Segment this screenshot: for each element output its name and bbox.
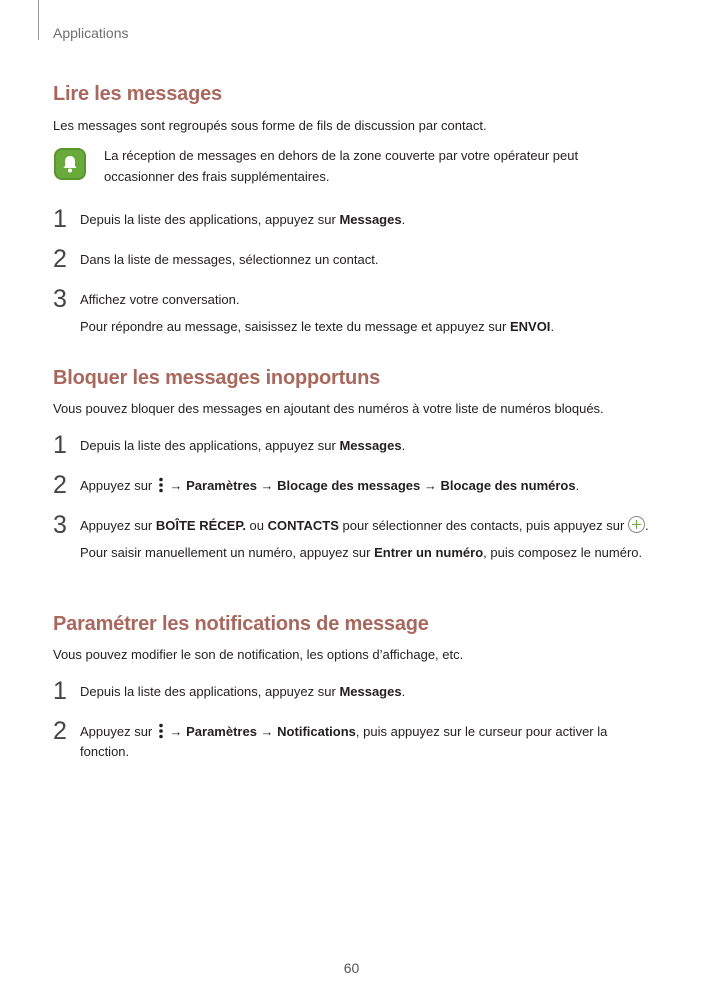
intro-block-messages: Vous pouvez bloquer des messages en ajoutant des numéros à votre liste de numéros bloqués. xyxy=(53,401,604,416)
more-options-icon xyxy=(156,723,166,739)
intro-notification-settings: Vous pouvez modifier le son de notification, les options d’affichage, etc. xyxy=(53,647,464,662)
note-box xyxy=(54,148,86,180)
step-number: 1 xyxy=(53,205,67,233)
section-header: Applications xyxy=(53,25,129,41)
step-number: 3 xyxy=(53,285,67,313)
heading-block-messages: Bloquer les messages inopportuns xyxy=(53,367,381,389)
s2-step-3-detail: Pour saisir manuellement un numéro, appuyez sur Entrer un numéro, puis composez le numéro. xyxy=(80,545,643,560)
step-text: Appuyez sur BOÎTE RÉCEP. ou CONTACTS pour sélectionner des contacts, puis appuyez sur . xyxy=(80,518,649,533)
step-number: 1 xyxy=(53,431,67,459)
step-number: 3 xyxy=(53,511,67,539)
more-options-icon xyxy=(156,477,166,493)
step-text: Appuyez sur → Paramètres → Blocage des messages → Blocage des numéros. xyxy=(80,478,580,493)
step-text: Dans la liste de messages, sélectionnez un contact. xyxy=(80,252,379,267)
step-text: Appuyez sur → Paramètres → Notifications, puis appuyez sur le curseur pour activer la fonction. xyxy=(80,724,608,759)
s1-step-3-detail: Pour répondre au message, saisissez le texte du message et appuyez sur ENVOI. xyxy=(80,319,555,334)
step-number: 2 xyxy=(53,471,67,499)
step-number: 2 xyxy=(53,245,67,273)
step-number: 1 xyxy=(53,677,67,705)
header-rule xyxy=(38,0,39,40)
note-text: La réception de messages en dehors de la zone couverte par votre opérateur peut occasionner des frais supplémentaires. xyxy=(104,148,579,184)
step-number: 2 xyxy=(53,717,67,745)
step-text: Depuis la liste des applications, appuyez sur Messages. xyxy=(80,438,406,453)
step-text: Depuis la liste des applications, appuyez sur Messages. xyxy=(80,684,406,699)
heading-read-messages: Lire les messages xyxy=(53,83,222,105)
add-icon xyxy=(628,516,645,533)
bell-icon xyxy=(60,154,80,174)
intro-read-messages: Les messages sont regroupés sous forme de fils de discussion par contact. xyxy=(53,118,487,133)
step-text: Affichez votre conversation. xyxy=(80,292,240,307)
page-number: 60 xyxy=(343,960,360,976)
heading-notification-settings: Paramétrer les notifications de message xyxy=(53,613,429,635)
step-text: Depuis la liste des applications, appuyez sur Messages. xyxy=(80,212,406,227)
